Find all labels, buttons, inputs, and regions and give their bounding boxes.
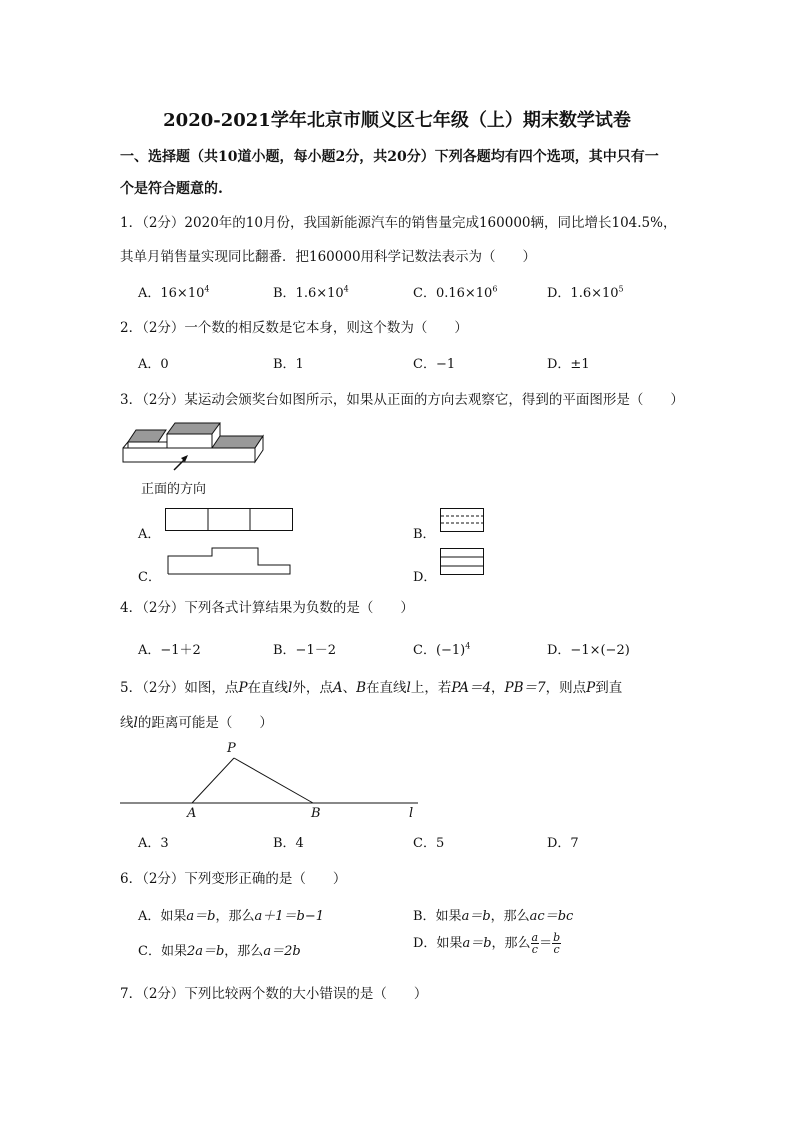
q5-geometry-figure: [120, 740, 430, 824]
q3-option-d: D．: [413, 570, 437, 585]
segment-pa: [192, 758, 234, 803]
point-a-label: A: [187, 806, 197, 821]
q4-option-b: B．−1－2: [273, 643, 336, 658]
q3-option-c: C．: [138, 570, 161, 585]
segment-pb: [234, 758, 313, 803]
q2-option-c: C．−1: [413, 357, 456, 372]
q6-option-a: A．如果a＝b，那么a＋1＝b−1: [138, 909, 324, 924]
point-p-label: P: [227, 741, 236, 756]
section-heading-line1: 一、选择题（共10道小题，每小题2分，共20分）下列各题均有四个选项，其中只有一: [120, 149, 659, 165]
line-l-label: l: [409, 806, 414, 821]
page-title: 2020-2021学年北京市顺义区七年级（上）期末数学试卷: [163, 110, 631, 131]
section-heading-line2: 个是符合题意的.: [120, 181, 223, 197]
q6-option-c: C．如果2a＝b，那么a＝2b: [138, 944, 301, 959]
q1-stem-line1: 1．（2分）2020年的10月份，我国新能源汽车的销售量完成160000辆，同比增长104.5%，: [120, 215, 677, 231]
fraction-b-over-c: $\frac{b}{c}$: [553, 931, 561, 956]
q3-option-b: B．: [413, 527, 436, 542]
q6-option-b: B．如果a＝b，那么ac＝bc: [413, 909, 574, 924]
q3-option-a-figure: [165, 508, 293, 532]
q5-option-b: B．4: [273, 836, 304, 851]
q1-option-d: D．$1.6\times 10^5$: [547, 284, 624, 301]
fraction-a-over-c: $\frac{a}{c}$: [531, 931, 539, 956]
q4-stem: 4．（2分）下列各式计算结果为负数的是（ ）: [120, 600, 414, 616]
q1-option-b: B．$1.6\times 10^4$: [273, 284, 349, 301]
q4-option-d: D．−1×(−2): [547, 643, 630, 658]
q3-option-d-figure: [440, 548, 486, 576]
q4-option-a: A．−1＋2: [138, 643, 201, 658]
q2-option-d: D．±1: [547, 357, 590, 372]
q7-stem: 7．（2分）下列比较两个数的大小错误的是（ ）: [120, 986, 428, 1002]
q2-option-b: B．1: [273, 357, 304, 372]
q2-stem: 2．（2分）一个数的相反数是它本身，则这个数为（ ）: [120, 320, 468, 336]
q1-option-c: C．$0.16\times 10^6$: [413, 284, 498, 301]
q6-stem: 6．（2分）下列变形正确的是（ ）: [120, 871, 347, 887]
q5-stem-line2: 线l的距离可能是（ ）: [120, 715, 273, 731]
q5-option-a: A．3: [138, 836, 169, 851]
figure-caption-front: 正面的方向: [141, 482, 207, 497]
q2-option-a: A．0: [138, 357, 169, 372]
q3-option-c-figure: [165, 547, 293, 577]
q3-option-b-figure: [440, 508, 486, 533]
q6-option-d: D．如果a＝b，那么 $\frac{a}{c}$ ＝ $\frac{b}{c}$: [413, 931, 561, 956]
q5-stem-line1: 5．（2分）如图，点P在直线l外，点A、B在直线l上，若PA＝4，PB＝7，则点P到直: [120, 680, 623, 696]
q1-stem-line2: 其单月销售量实现同比翻番．把160000用科学记数法表示为（ ）: [120, 249, 537, 265]
q3-option-a: A．: [138, 527, 161, 542]
q4-option-c: C．$(-1)^4$: [413, 641, 471, 658]
q5-option-d: D．7: [547, 836, 579, 851]
q5-option-c: C．5: [413, 836, 445, 851]
q1-option-a: A．$16\times 10^4$: [138, 284, 210, 301]
q3-stem: 3．（2分）某运动会颁奖台如图所示，如果从正面的方向去观察它，得到的平面图形是（ ）: [120, 392, 684, 408]
podium-figure: [120, 420, 270, 475]
point-b-label: B: [311, 806, 321, 821]
